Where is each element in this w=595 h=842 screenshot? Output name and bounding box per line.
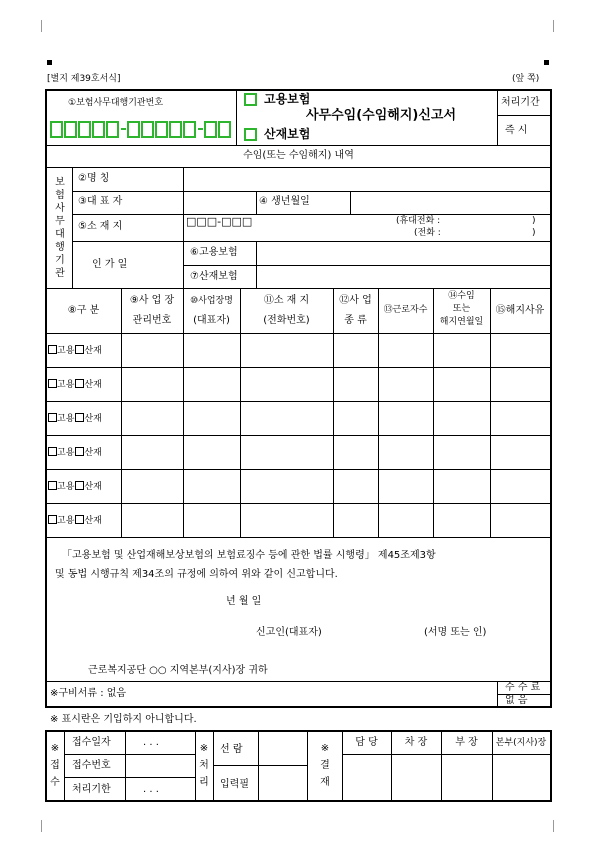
table-row [48,481,102,493]
birth-label: ④ 생년월일 [259,196,310,207]
row-employment-checkbox[interactable] [48,515,57,524]
deadline-dots[interactable]: . . . [143,784,159,795]
receipt-no-field[interactable] [126,755,194,776]
select-label: 선 람 [220,744,243,755]
col-header-business-type-sub: 종 류 [344,315,367,326]
approver-3: 부 장 [455,737,478,748]
crop-mark-tl [41,20,42,32]
table-row [48,413,102,425]
processing-period-value: 즉 시 [505,125,528,136]
col-header-address-sub: (전화번호) [263,315,310,326]
col-header-workplace-no: ⑨사 업 장 [129,295,175,306]
representative-field[interactable] [184,192,255,213]
representative-label: ③대 표 자 [78,196,123,207]
receipt-date-dots[interactable]: . . . [143,737,159,748]
approver-1: 담 당 [355,737,378,748]
row-industrial-label: 산재 [84,516,102,526]
process-side-label: ※처리 [199,743,209,788]
col-header-date-sub: 또는 [452,304,471,314]
deadline-label: 처리기한 [72,784,111,795]
receipt-date-label: 접수일자 [72,737,111,748]
form-number: [별지 제39호서식] [47,74,121,84]
phone-close: ) [532,228,536,238]
row-employment-label: 고용 [57,346,75,356]
col-header-address: ⑪소 재 지 [263,295,310,306]
row-employment-checkbox[interactable] [48,379,57,388]
office-notice: ※ 표시란은 기입하지 아니합니다. [50,714,197,725]
col-header-reason: ⑮해지사유 [495,305,545,316]
name-field[interactable] [184,168,550,190]
declaration-line2: 및 동법 시행규칙 제34조의 규정에 의하여 위와 같이 신고합니다. [55,569,338,580]
address-label: ⑤소 재 지 [78,221,123,232]
declaration-line1: 「고용보험 및 산업재해보상보험의 보험료징수 등에 관한 법률 시행령」 제45조제3항 [62,550,436,561]
row-employment-checkbox[interactable] [48,345,57,354]
approver-4: 본부(지사)장 [495,738,547,748]
row-employment-checkbox[interactable] [48,481,57,490]
fee-value: 없 음 [505,695,528,706]
form-title: 사무수임(수임해지)신고서 [306,108,457,123]
row-employment-label: 고용 [57,482,75,492]
agency-side-label: 보험사무대행기관 [55,177,65,279]
approval-industrial-label: ⑦산재보험 [190,271,238,282]
corner-mark-tr [544,60,549,65]
phone-label: (전화 : [414,228,441,238]
approval-date-label: 인 가 일 [92,259,128,270]
industrial-insurance-label: 산재보험 [264,127,311,141]
row-industrial-label: 산재 [84,448,102,458]
col-header-business-type: ⑫사 업 [339,295,372,306]
agency-number-field[interactable] [50,120,232,138]
mobile-label: (휴대전화 : [396,216,441,226]
signature-label[interactable]: (서명 또는 인) [424,627,487,638]
mobile-close: ) [532,216,536,226]
row-industrial-label: 산재 [84,414,102,424]
crop-mark-br [553,820,554,832]
addressee: 근로복지공단 ○○ 지역본부(지사)장 귀하 [88,665,268,676]
address-value[interactable]: □□□-□□□ [186,215,253,228]
crop-mark-bl [41,820,42,832]
section-title: 수임(또는 수임해지) 내역 [243,150,354,161]
col-header-date-sub2: 해지연월일 [439,317,484,327]
approval-employment-field[interactable] [257,242,549,264]
processing-period-label: 처리기간 [501,97,540,108]
approver-2: 차 장 [404,737,428,748]
fee-label: 수 수 료 [505,682,541,693]
page-side: (앞 쪽) [512,74,540,84]
row-industrial-label: 산재 [84,380,102,390]
table-row [48,515,102,527]
birth-field[interactable] [351,192,549,213]
row-employment-checkbox[interactable] [48,447,57,456]
attachments-label: ※구비서류 : 없음 [50,688,127,699]
table-row [48,345,102,357]
row-industrial-label: 산재 [84,482,102,492]
approval-side-label: ※결재 [320,743,330,788]
crop-mark-tr [553,20,554,32]
industrial-checkbox[interactable] [244,128,257,141]
col-header-workplace-no-sub: 관리번호 [132,315,172,326]
col-header-category: ⑧구 분 [67,305,100,316]
name-label: ②명 칭 [78,173,110,184]
input-date-label: 입력필 [220,779,249,790]
corner-mark-tl [47,60,52,65]
agency-number-label: ①보험사무대행기관번호 [68,98,164,108]
row-employment-checkbox[interactable] [48,413,57,422]
employment-checkbox[interactable] [244,93,257,106]
receipt-no-label: 접수번호 [72,760,111,771]
table-row [48,447,102,459]
col-header-workplace-name: ⑩사업장명 [190,296,233,306]
row-employment-label: 고용 [57,448,75,458]
col-header-workers: ⑬근로자수 [383,305,428,315]
reporter-label: 신고인(대표자) [256,627,322,638]
receipt-side-label: ※접수 [50,743,60,788]
table-row [48,379,102,391]
date-line[interactable]: 년 월 일 [226,596,262,607]
row-employment-label: 고용 [57,380,75,390]
row-employment-label: 고용 [57,516,75,526]
col-header-date: ⑭수임 [448,291,475,301]
approval-industrial-field[interactable] [257,266,549,287]
employment-insurance-label: 고용보험 [264,92,311,106]
row-industrial-label: 산재 [84,346,102,356]
row-employment-label: 고용 [57,414,75,424]
col-header-workplace-name-sub: (대표자) [193,315,230,326]
approval-employment-label: ⑥고용보험 [190,247,238,258]
